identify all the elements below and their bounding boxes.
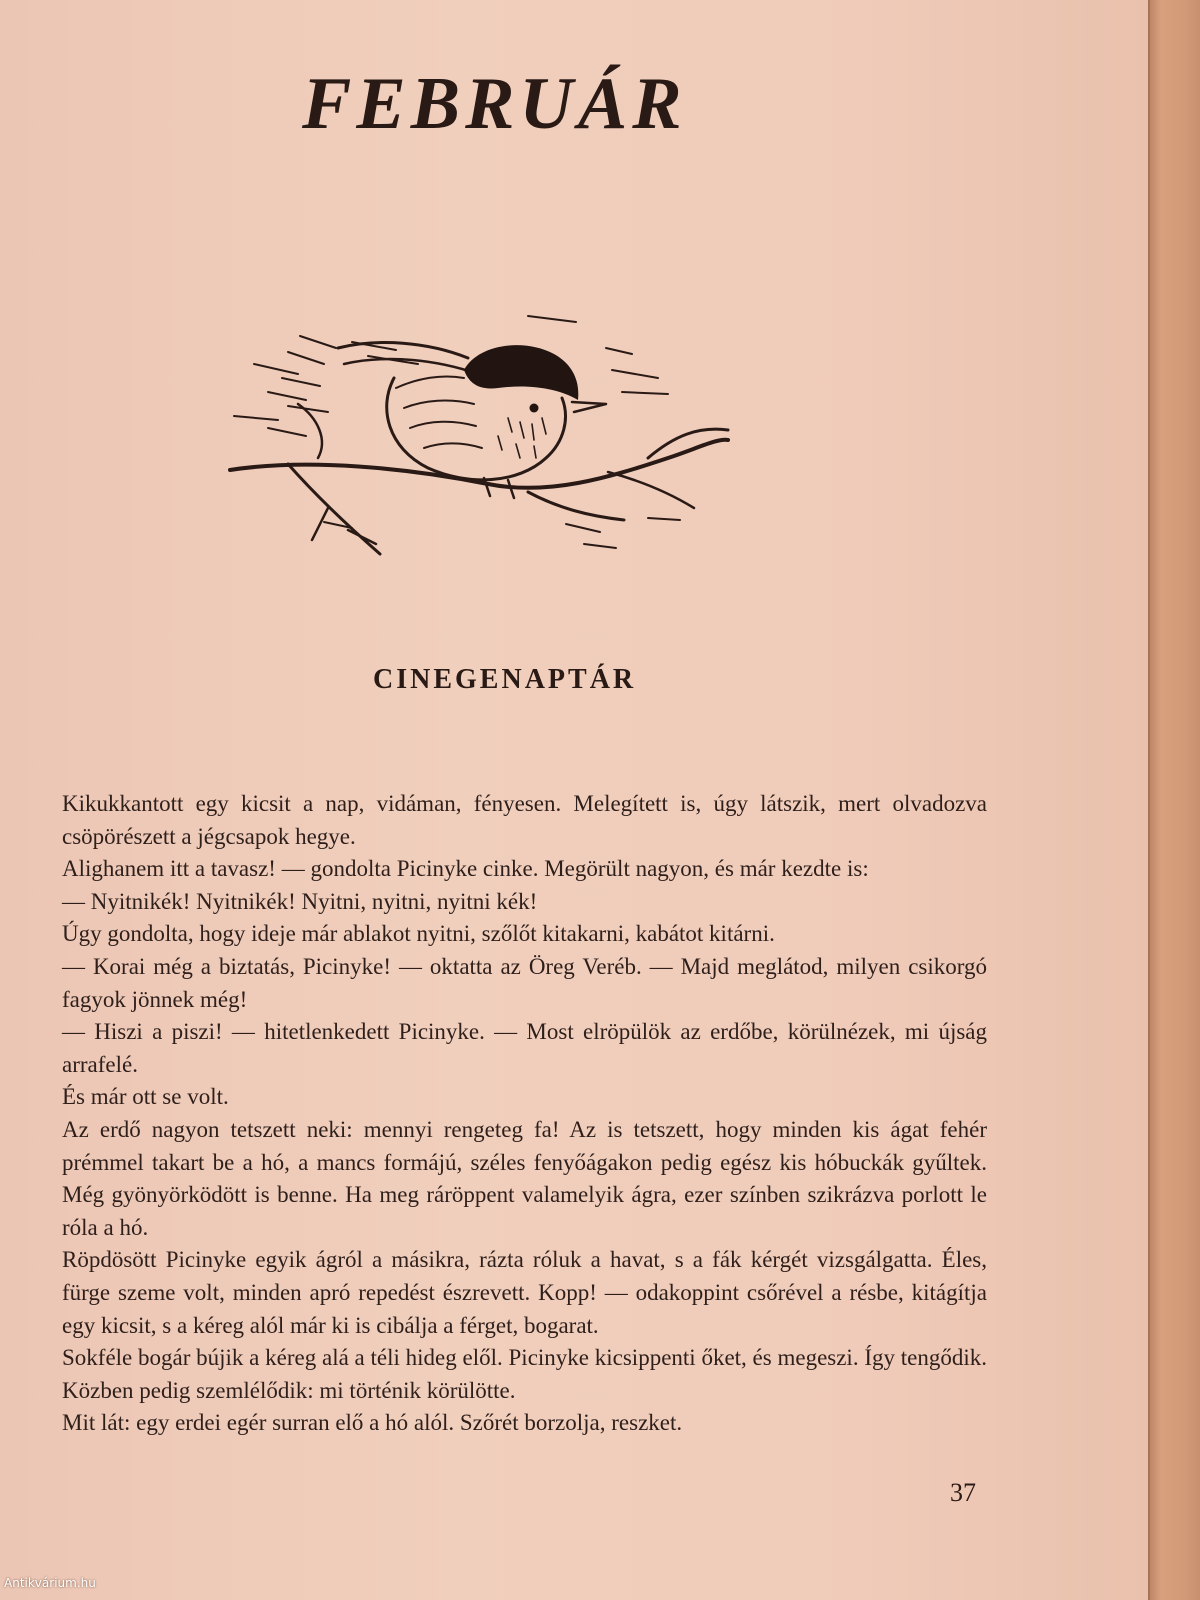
paragraph: Mit lát: egy erdei egér surran elő a hó alól. Szőrét borzolja, reszket. xyxy=(62,1410,683,1436)
paragraph: Az erdő nagyon tetszett neki: mennyi rengeteg fa! Az is tetszett, hogy minden kis ágat fehér prémmel takart be a hó, a mancs formájú, széles fenyőágakon pedig egész kis hóbuckák gyűltek. Még gyönyörködött is benne. Ha meg ráröppent valamelyik ágra, ezer színben szikrázva porlott le róla a hó. xyxy=(62,1116,987,1240)
section-title: CINEGENAPTÁR xyxy=(373,664,637,695)
book-edge xyxy=(1148,0,1200,1600)
page-number: 37 xyxy=(950,1478,976,1507)
body-text xyxy=(62,788,987,1440)
paragraph: Kikukkantott egy kicsit a nap, vidáman, fényesen. Melegített is, úgy látszik, mert olvadozva csöpörészett a jégcsapok hegye. xyxy=(62,791,987,849)
paragraph: — Korai még a biztatás, Picinyke! — oktatta az Öreg Veréb. — Majd meglátod, milyen csikorgó fagyok jönnek még! xyxy=(62,953,987,1012)
bird-on-branch-icon xyxy=(228,308,748,578)
paragraph: Sokféle bogár bújik a kéreg alá a téli hideg elől. Picinyke kicsippenti őket, és megeszi. Így tengődik. Közben pedig szemlélődik: mi történik körülötte. xyxy=(62,1345,987,1403)
paragraph: És már ott se volt. xyxy=(62,1084,229,1110)
page-gutter-line xyxy=(1148,0,1150,1600)
paragraph: Röpdösött Picinyke egyik ágról a másikra, rázta róluk a havat, s a fák kérgét vizsgálgatta. Éles, fürge szeme volt, minden apró repedést észrevett. Kopp! — odakoppint csőrével a résbe, kitágítja egy kicsit, s a kéreg alól már ki is cibálja a férget, bogarat. xyxy=(62,1247,987,1338)
chapter-title: FEBRUÁR xyxy=(302,63,687,145)
paragraph: Úgy gondolta, hogy ideje már ablakot nyitni, szőlőt kitakarni, kabátot kitárni. xyxy=(62,921,775,947)
paragraph: Alighanem itt a tavasz! — gondolta Picinyke cinke. Megörült nagyon, és már kezdte is: xyxy=(62,856,869,882)
paragraph: — Nyitnikék! Nyitnikék! Nyitni, nyitni, nyitni kék! xyxy=(62,888,538,914)
watermark: Antikvárium.hu xyxy=(4,1576,96,1590)
paragraph: — Hiszi a piszi! — hitetlenkedett Picinyke. — Most elröpülök az erdőbe, körülnézek, mi újság arrafelé. xyxy=(62,1019,987,1077)
